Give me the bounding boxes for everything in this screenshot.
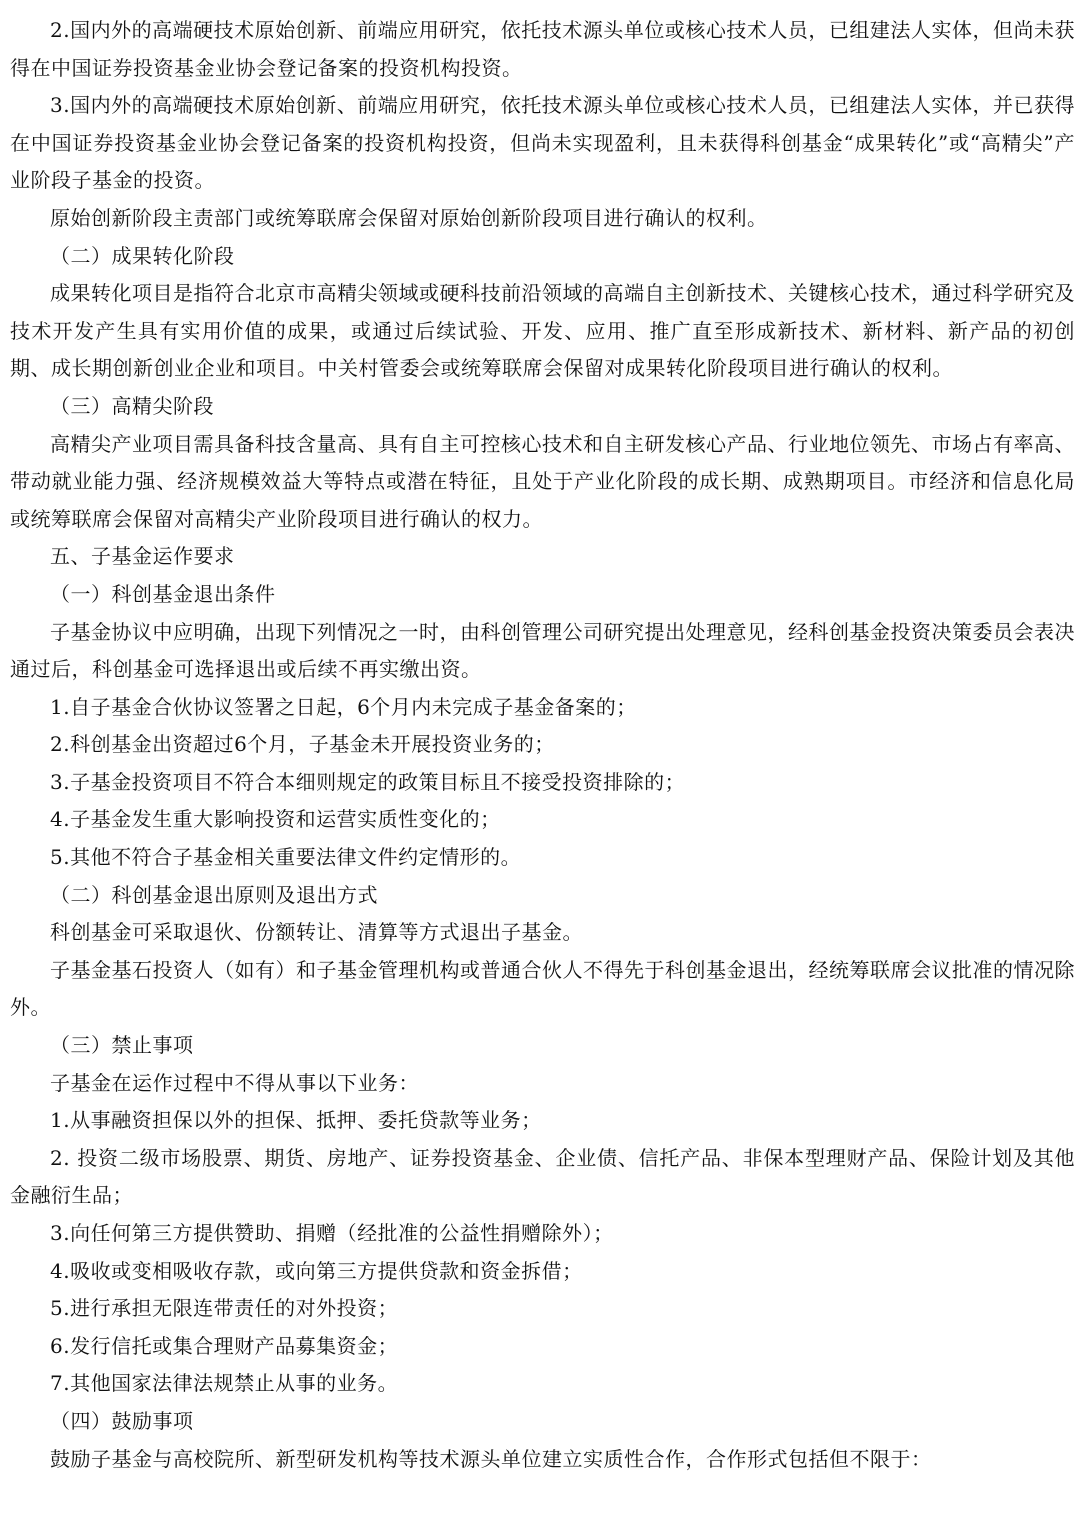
list-item: 2.科创基金出资超过6个月，子基金未开展投资业务的； [50,732,555,757]
chapter-heading: 五、子基金运作要求 [50,544,235,569]
list-item: 4.吸收或变相吸收存款，或向第三方提供贷款和资金拆借； [50,1258,583,1283]
paragraph: 鼓励子基金与高校院所、新型研发机构等技术源头单位建立实质性合作，合作形式包括但不限于： [50,1446,932,1471]
list-item: 5.进行承担无限连带责任的对外投资； [50,1296,399,1321]
paragraph: 子基金在运作过程中不得从事以下业务： [50,1070,419,1095]
paragraph: 2.国内外的高端硬技术原始创新、前端应用研究，依托技术源头单位或核心技术人员，已组建法人实体，但尚未获得在中国证券投资基金业协会登记备案的投资机构投资。 [10,18,1075,80]
paragraph: 子基金基石投资人（如有）和子基金管理机构或普通合伙人不得先于科创基金退出，经统筹联席会议批准的情况除外。 [10,957,1075,1020]
list-item: 3.子基金投资项目不符合本细则规定的政策目标且不接受投资排除的； [50,769,686,794]
list-item: 1.自子基金合伙协议签署之日起，6个月内未完成子基金备案的； [50,694,637,719]
section-heading: （三）高精尖阶段 [50,393,214,418]
paragraph: 原始创新阶段主责部门或统筹联席会保留对原始创新阶段项目进行确认的权利。 [50,205,768,230]
paragraph: 3.国内外的高端硬技术原始创新、前端应用研究，依托技术源头单位或核心技术人员，已组建法人实体，并已获得在中国证券投资基金业协会登记备案的投资机构投资，但尚未实现盈利，且未获得科创基金“成果转化”或“高精尖”产业阶段子基金的投资。 [10,93,1075,193]
paragraph: 科创基金可采取退伙、份额转让、清算等方式退出子基金。 [50,920,583,945]
paragraph: 高精尖产业项目需具备科技含量高、具有自主可控核心技术和自主研发核心产品、行业地位领先、市场占有率高、带动就业能力强、经济规模效益大等特点或潜在特征，且处于产业化阶段的成长期、成熟期项目。市经济和信息化局或统筹联席会保留对高精尖产业阶段项目进行确认的权力。 [10,431,1075,531]
paragraph: 成果转化项目是指符合北京市高精尖领域或硬科技前沿领域的高端自主创新技术、关键核心技术，通过科学研究及技术开发产生具有实用价值的成果，或通过后续试验、开发、应用、推广直至形成新技术、新材料、新产品的初创期、成长期创新创业企业和项目。中关村管委会或统筹联席会保留对成果转化阶段项目进行确认的权利。 [10,281,1075,381]
paragraph: 子基金协议中应明确，出现下列情况之一时，由科创管理公司研究提出处理意见，经科创基金投资决策委员会表决通过后，科创基金可选择退出或后续不再实缴出资。 [10,619,1075,682]
list-item: 1.从事融资担保以外的担保、抵押、委托贷款等业务； [50,1108,542,1133]
list-item: 5.其他不符合子基金相关重要法律文件约定情形的。 [50,845,522,870]
list-item: 4.子基金发生重大影响投资和运营实质性变化的； [50,807,501,832]
list-item: 6.发行信托或集合理财产品募集资金； [50,1333,399,1358]
list-item: 7.其他国家法律法规禁止从事的业务。 [50,1371,399,1396]
section-heading: （三）禁止事项 [50,1033,194,1058]
section-heading: （二）科创基金退出原则及退出方式 [50,882,378,907]
section-heading: （四）鼓励事项 [50,1408,194,1433]
list-item: 2. 投资二级市场股票、期货、房地产、证券投资基金、企业债、信托产品、非保本型理财产品、保险计划及其他金融衍生品； [10,1145,1075,1208]
section-heading: （二）成果转化阶段 [50,243,235,268]
list-item: 3.向任何第三方提供赞助、捐赠（经批准的公益性捐赠除外）； [50,1221,614,1245]
section-heading: （一）科创基金退出条件 [50,581,276,606]
